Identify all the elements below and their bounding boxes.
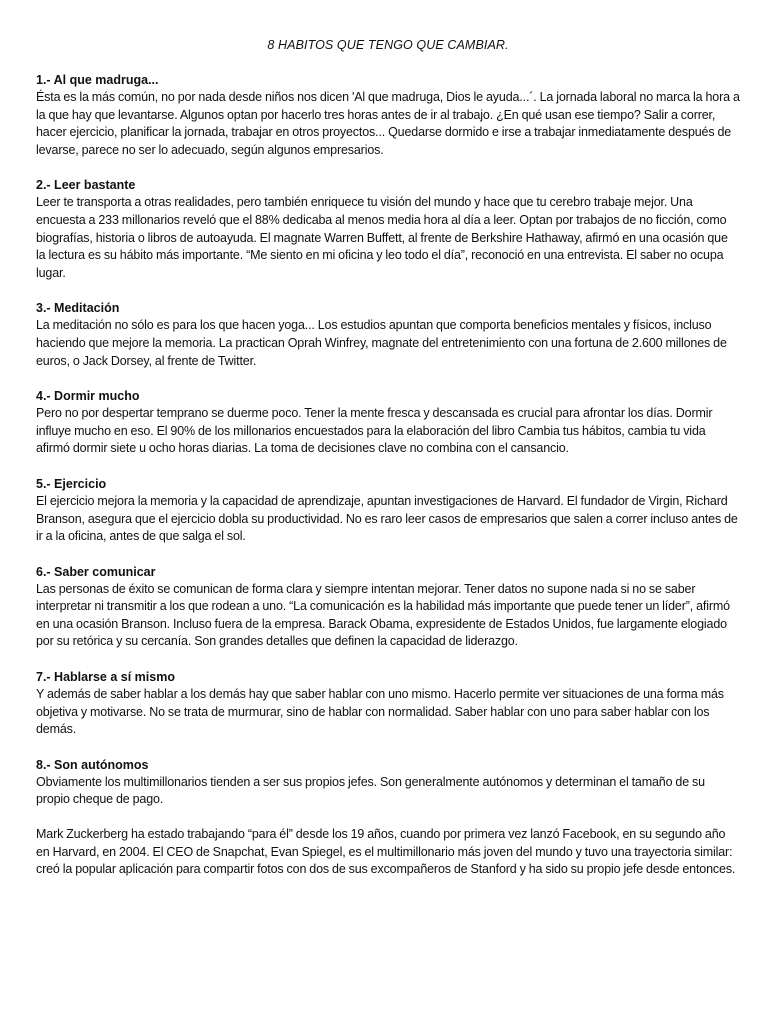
section-8 [36, 756, 740, 809]
section-body: Obviamente los multimillonarios tienden a ser sus propios jefes. Son generalmente autónomos y determinan el tamaño de su propio cheque de pago. [36, 774, 705, 807]
section-body: Las personas de éxito se comunican de forma clara y siempre intentan mejorar. Tener datos no supone nada si no se saber interpretar ni transmitir a los que rodean a uno. “La comunicación es la habilidad más importante que puede tener un líder”, afirmó en una ocasión Branson. Incluso fuera de la empresa. Barack Obama, expresidente de Estados Unidos, fue largamente elogiado por su retórica y su cercanía. Son grandes detalles que definen la capacidad de liderazgo. [36, 581, 730, 649]
section-heading: 7.- Hablarse a sí mismo [36, 670, 175, 685]
section-heading: 5.- Ejercicio [36, 476, 107, 491]
closing-paragraph: Mark Zuckerberg ha estado trabajando “para él” desde los 19 años, cuando por primera vez lanzó Facebook, en su segundo año en Harvard, en 2004. El CEO de Snapchat, Evan Spiegel, es el multimillonario más joven del mundo y tuvo una trayectoria similar: creó la popular aplicación para compartir fotos con dos de sus excompañeros de Stanford y ha sido su propio jefe desde entonces. [36, 827, 736, 877]
section-6 [36, 563, 740, 651]
section-heading: 8.- Son autónomos [36, 757, 149, 772]
section-1 [36, 71, 740, 159]
document-title: 8 HABITOS QUE TENGO QUE CAMBIAR. [267, 38, 509, 52]
section-4 [36, 387, 740, 458]
section-heading: 4.- Dormir mucho [36, 389, 140, 404]
section-body: Y además de saber hablar a los demás hay que saber hablar con uno mismo. Hacerlo permite ver situaciones de una forma más objetiva y motivarse. No se trata de murmurar, sino de hablar con normalidad. Saber hablar con uno para saber hablar con los demás. [36, 687, 724, 737]
section-3 [36, 299, 740, 370]
section-body: Ésta es la más común, no por nada desde niños nos dicen 'Al que madruga, Dios le ayuda...´. La jornada laboral no marca la hora a la que hay que levantarse. Algunos optan por hacerlo tres horas antes de ir al trabajo. ¿En qué usan ese tiempo? Salir a correr, hacer ejercicio, planificar la jornada, trabajar en otros proyectos... Quedarse dormido e irse a trabajar inmediatamente después de levarse, parece no ser lo adecuado, según algunos empresarios. [36, 90, 740, 157]
section-body: La meditación no sólo es para los que hacen yoga... Los estudios apuntan que comporta beneficios mentales y físicos, incluso haciendo que mejore la memoria. La practican Oprah Winfrey, magnate del entretenimiento con una fortuna de 2.600 millones de euros, o Jack Dorsey, al frente de Twitter. [36, 318, 727, 368]
section-5 [36, 475, 740, 546]
section-body: Pero no por despertar temprano se duerme poco. Tener la mente fresca y descansada es crucial para afrontar los días. Dormir influye mucho en eso. El 90% de los millonarios encuestados para la elaboración del libro Cambia tus hábitos, cambia tu vida afirmó dormir siete u ocho horas diarias. La toma de decisiones clave no combina con el cansancio. [36, 406, 713, 456]
section-heading: 6.- Saber comunicar [36, 564, 156, 579]
section-heading: 1.- Al que madruga... [36, 73, 159, 87]
section-heading: 2.- Leer bastante [36, 178, 136, 193]
section-body: El ejercicio mejora la memoria y la capacidad de aprendizaje, apuntan investigaciones de Harvard. El fundador de Virgin, Richard Branson, asegura que el ejercicio dobla su productividad. No es raro leer casos de empresarios que salen a correr incluso antes de ir a la oficina, antes de que salga el sol. [36, 493, 738, 544]
section-2 [36, 176, 740, 282]
section-heading: 3.- Meditación [36, 301, 120, 316]
section-7 [36, 668, 740, 739]
section-body: Leer te transporta a otras realidades, pero también enriquece tu visión del mundo y hace que tu cerebro trabaje mejor. Una encuesta a 233 millonarios reveló que el 88% dedicaba al menos media hora al día a leer. Optan por trabajos de no ficción, como biografías, historia o libros de autoayuda. El magnate Warren Buffett, al frente de Berkshire Hathaway, afirmó en una ocasión que la lectura es su hábito más importante. “Me siento en mi oficina y leo todo el día”, reconoció en una entrevista. El saber no ocupa lugar. [36, 195, 728, 280]
